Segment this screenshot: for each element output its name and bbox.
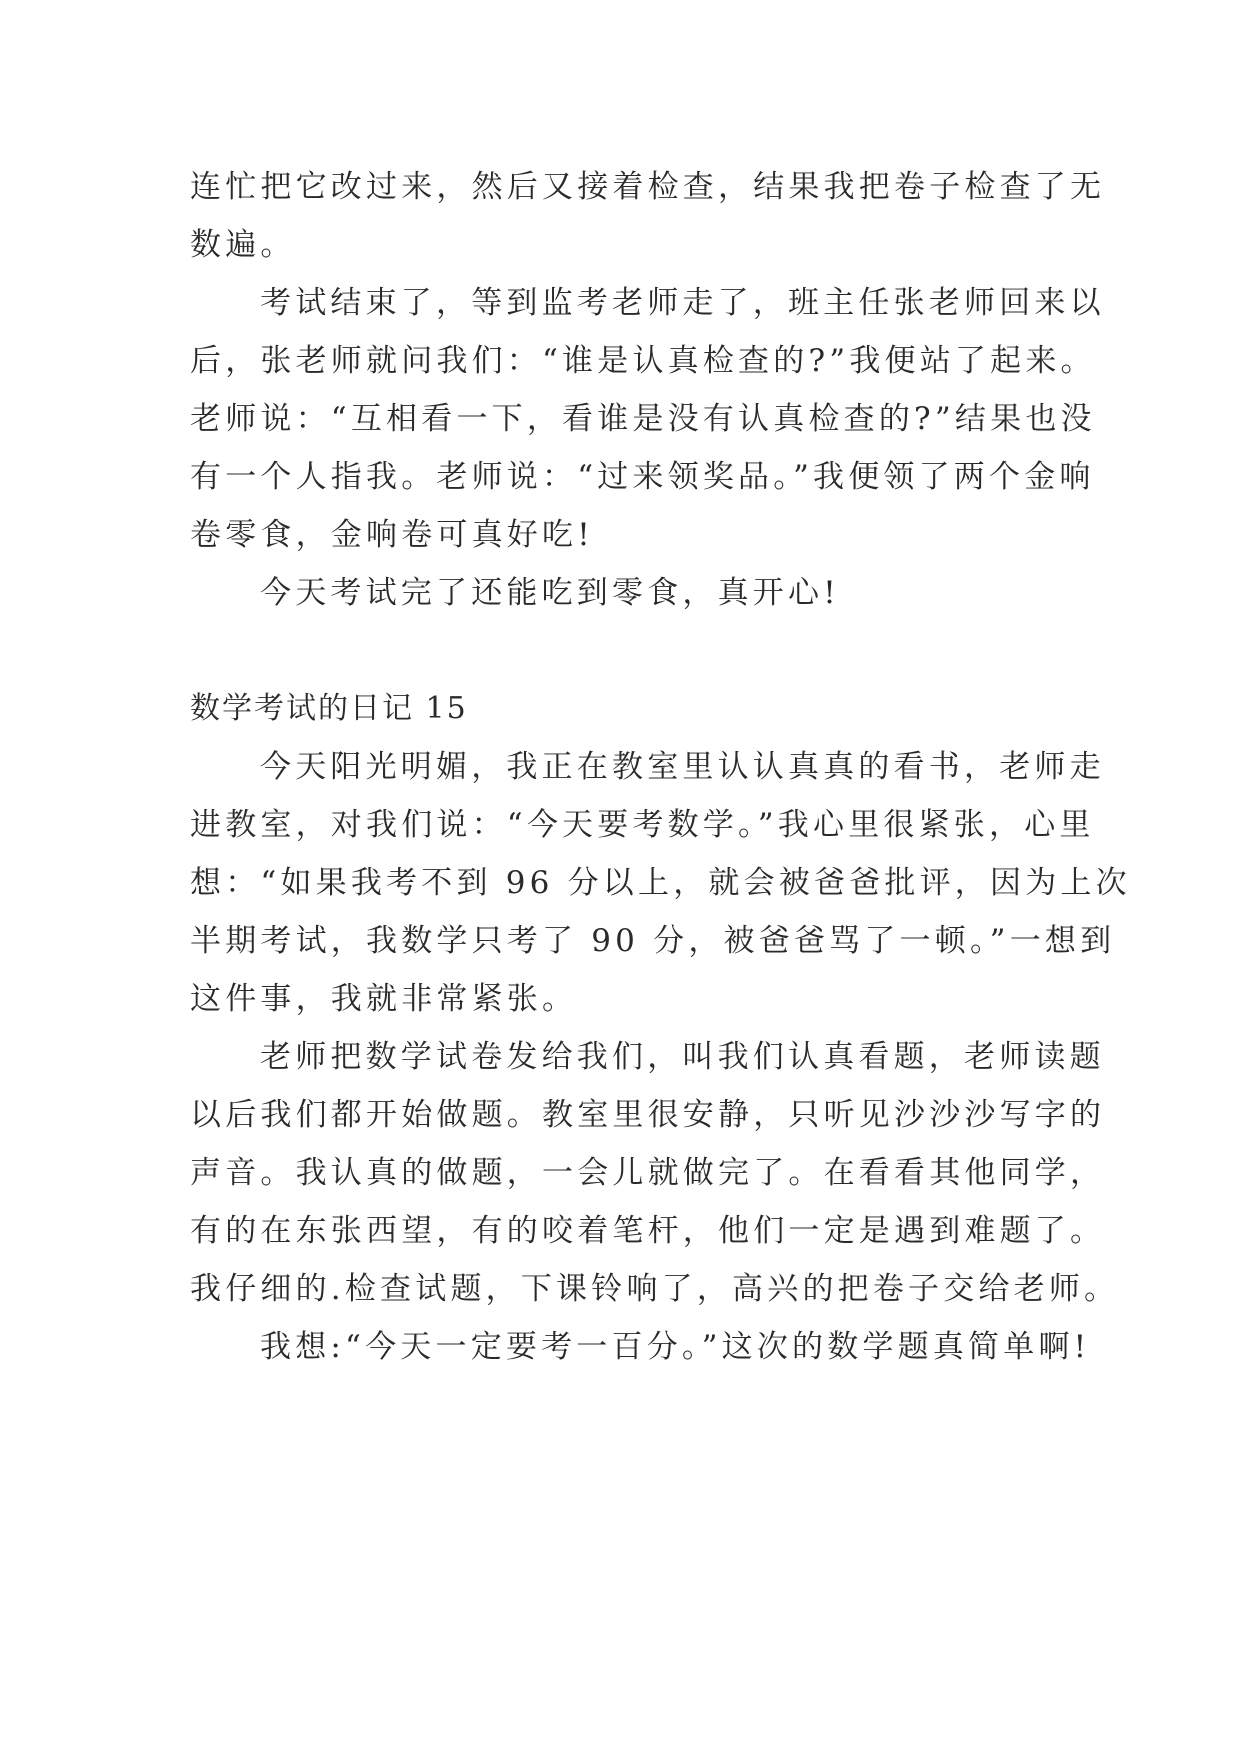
- paragraph-line: 今天考试完了还能吃到零食，真开心!: [260, 575, 840, 611]
- paragraph-line: 卷零食，金响卷可真好吃!: [190, 517, 594, 553]
- paragraph-line: 这件事，我就非常紧张。: [190, 981, 578, 1017]
- paragraph-line: 想：“如果我考不到 96 分以上，就会被爸爸批评，因为上次: [190, 865, 1131, 901]
- paragraph-line: 有一个人指我。老师说：“过来领奖品。”我便领了两个金响: [190, 459, 1095, 495]
- paragraph-line: 以后我们都开始做题。教室里很安静，只听见沙沙沙写字的: [190, 1097, 1106, 1133]
- paragraph-line: 进教室，对我们说：“今天要考数学。”我心里很紧张，心里: [190, 807, 1095, 843]
- paragraph-line: 连忙把它改过来，然后又接着检查，结果我把卷子检查了无: [190, 169, 1106, 205]
- paragraph-line: 考试结束了，等到监考老师走了，班主任张老师回来以: [260, 285, 1105, 321]
- paragraph-line: 我仔细的.检查试题，下课铃响了，高兴的把卷子交给老师。: [190, 1271, 1120, 1307]
- paragraph-line: 有的在东张西望，有的咬着笔杆，他们一定是遇到难题了。: [190, 1213, 1106, 1249]
- diary-15: [190, 680, 1131, 1376]
- paragraph-line: 数遍。: [190, 227, 296, 263]
- paragraph-line: 我想:“今天一定要考一百分。”这次的数学题真简单啊!: [260, 1329, 1091, 1365]
- paragraph-line: 老师把数学试卷发给我们，叫我们认真看题，老师读题: [260, 1039, 1105, 1075]
- paragraph-line: 今天阳光明媚，我正在教室里认认真真的看书，老师走: [260, 749, 1105, 785]
- paragraph-line: 声音。我认真的做题，一会儿就做完了。在看看其他同学，: [190, 1155, 1106, 1191]
- diary-14-ending: [190, 158, 1106, 622]
- section-title: 数学考试的日记 15: [190, 691, 468, 726]
- paragraph-line: 老师说：“互相看一下，看谁是没有认真检查的?”结果也没: [190, 401, 1096, 437]
- paragraph-line: 半期考试，我数学只考了 90 分，被爸爸骂了一顿。”一想到: [190, 923, 1116, 959]
- paragraph-line: 后，张老师就问我们：“谁是认真检查的?”我便站了起来。: [190, 343, 1096, 379]
